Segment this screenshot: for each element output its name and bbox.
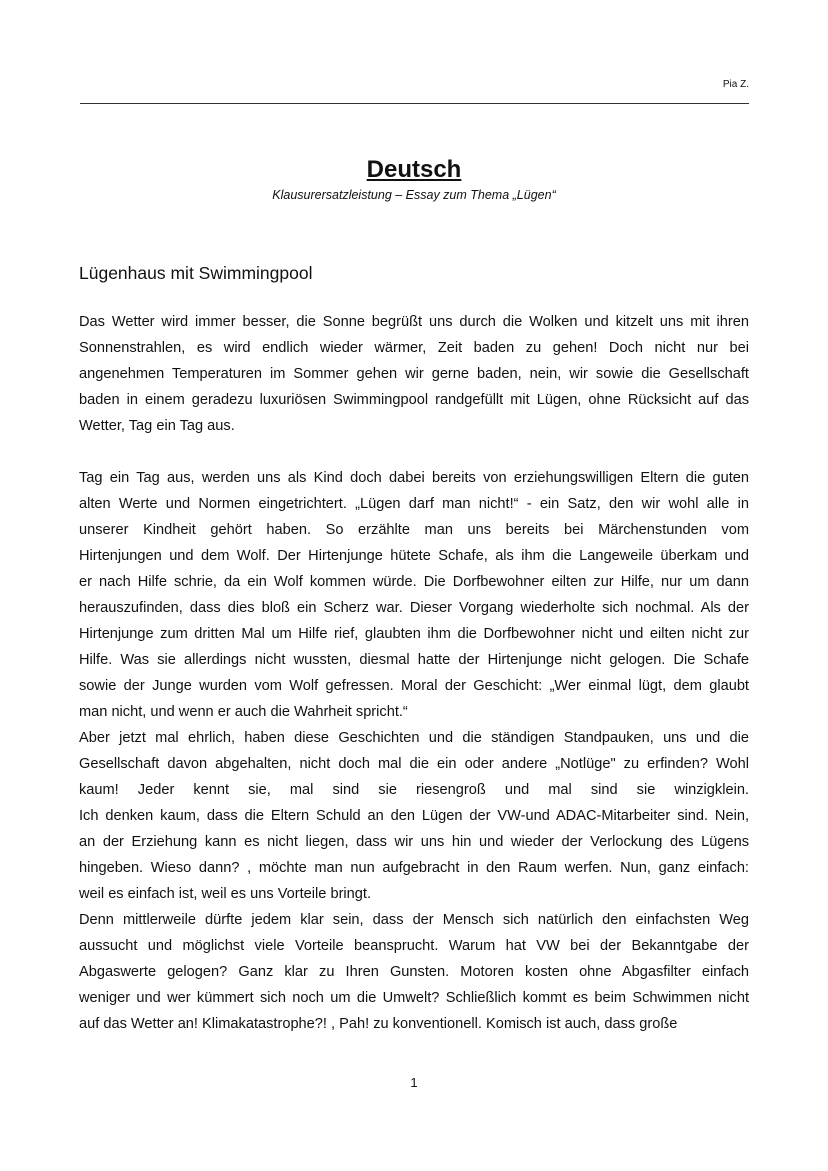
text-line: Aber jetzt mal ehrlich, haben diese Geschichten und die ständigen Standpauken, uns und die [79, 730, 749, 746]
text-line: Ich denken kaum, dass die Eltern Schuld an den Lügen der VW-und ADAC-Mitarbeiter sind. Nein, [79, 808, 749, 824]
essay-heading: Lügenhaus mit Swimmingpool [79, 263, 313, 283]
text-line: Wetter, Tag ein Tag aus. [79, 418, 235, 434]
text-line: an der Erziehung kann es nicht liegen, dass wir uns hin und wieder der Verlockung des Lügens [79, 834, 749, 850]
document-subtitle: Klausurersatzleistung – Essay zum Thema „Lügen“ [272, 188, 556, 202]
document-title: Deutsch [366, 156, 462, 183]
essay-paragraph [79, 909, 749, 1039]
text-line: Hirtenjunge zum dritten Mal um Hilfe rief, glaubten ihm die Dorfbewohner nicht und eilten nicht zur [79, 626, 749, 642]
text-line: angenehmen Temperaturen im Sommer gehen wir gerne baden, nein, wir sowie die Gesellschaft [79, 366, 749, 382]
text-line: Gesellschaft davon abgehalten, nicht doch mal die ein oder andere „Notlüge" zu erfinden? Wohl [79, 756, 749, 772]
page-number: 1 [410, 1075, 418, 1090]
text-line: Tag ein Tag aus, werden uns als Kind doch dabei bereits von erziehungswilligen Eltern die guten [79, 470, 749, 486]
text-line: Sonnenstrahlen, es wird endlich wieder wärmer, Zeit baden zu gehen! Doch nicht nur bei [79, 340, 749, 356]
text-line: aussucht und möglichst viele Vorteile beansprucht. Warum hat VW bei der Bekanntgabe der [79, 938, 749, 954]
essay-paragraph [79, 311, 749, 441]
text-line: herauszufinden, dass dies bloß ein Scherz war. Dieser Vorgang wiederholte sich nochmal. Als der [79, 600, 749, 616]
text-line: hingeben. Wieso dann? , möchte man nun aufgebracht in den Raum werfen. Nun, ganz einfach: [79, 860, 749, 876]
text-line: Abgaswerte gelogen? Ganz klar zu Ihren Gunsten. Motoren kosten ohne Abgasfilter einfach [79, 964, 749, 980]
header-author: Pia Z. [722, 79, 749, 90]
text-line: Das Wetter wird immer besser, die Sonne begrüßt uns durch die Wolken und kitzelt uns mit ihren [79, 314, 749, 330]
text-line: Hirtenjungen und dem Wolf. Der Hirtenjunge hütete Schafe, als ihm die Langeweile überkam und [79, 548, 749, 564]
essay-paragraph [79, 467, 749, 727]
text-line: weniger und wer kümmert sich noch um die Umwelt? Schließlich kommt es beim Schwimmen nicht [79, 990, 749, 1006]
text-line: er nach Hilfe schrie, da ein Wolf kommen würde. Die Dorfbewohner eilten zur Hilfe, nur um dann [79, 574, 749, 590]
text-line: sowie der Junge wurden vom Wolf gefressen. Moral der Geschicht: „Wer einmal lügt, dem glaubt [79, 678, 749, 694]
text-line: Denn mittlerweile dürfte jedem klar sein, dass der Mensch sich natürlich den einfachsten Weg [79, 912, 749, 928]
text-line: kaum! Jeder kennt sie, mal sind sie riesengroß und mal sind sie winzigklein. [79, 782, 749, 798]
essay-paragraph [79, 727, 749, 909]
text-line: baden in einem geradezu luxuriösen Swimmingpool randgefüllt mit Lügen, ohne Rücksicht auf das [79, 392, 749, 408]
text-line: auf das Wetter an! Klimakatastrophe?! , Pah! zu konventionell. Komisch ist auch, dass große [79, 1016, 678, 1032]
text-line: weil es einfach ist, weil es uns Vorteile bringt. [79, 886, 372, 902]
essay-body [79, 311, 749, 1039]
text-line: Hilfe. Was sie allerdings nicht wussten, diesmal hatte der Hirtenjunge nicht gelogen. Die Schafe [79, 652, 749, 668]
text-line: alten Werte und Normen eingetrichtert. „Lügen darf man nicht!“ - ein Satz, den wir wohl alle in [79, 496, 749, 512]
text-line: man nicht, und wenn er auch die Wahrheit spricht.“ [79, 704, 408, 720]
text-line: unserer Kindheit gehört haben. So erzählte man uns bereits bei Märchenstunden vom [79, 522, 749, 538]
header-divider [80, 103, 749, 104]
